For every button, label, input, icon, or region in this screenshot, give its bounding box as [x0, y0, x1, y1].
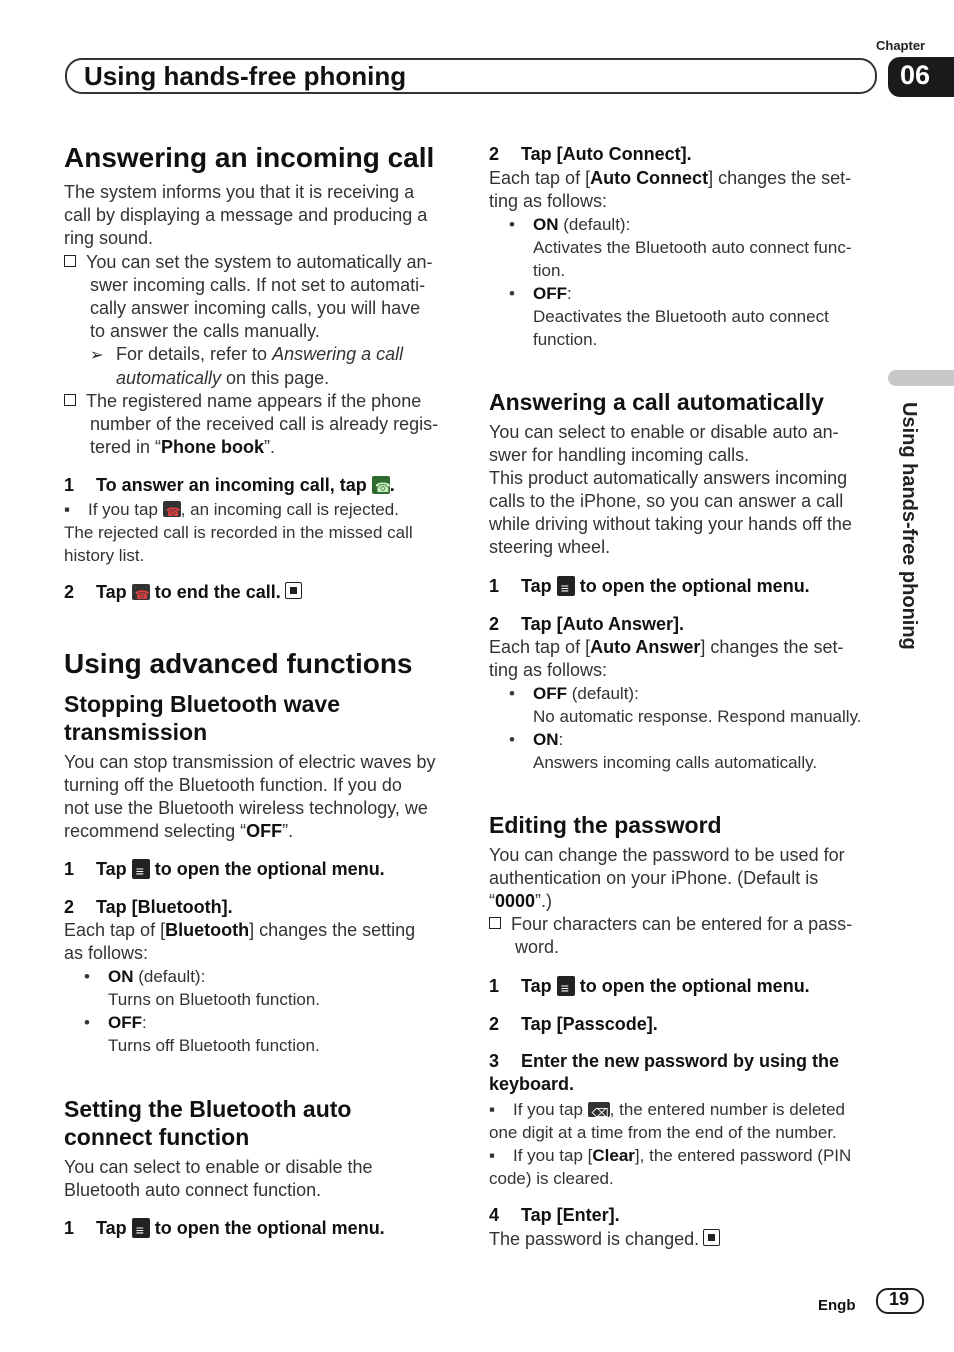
- auto-connect-options: Each tap of [Auto Connect] changes the set- ting as follows: • ON (default): Activates the Bluetooth auto connect func- tion. • OFF: Deactivates the Bluetooth auto connect function.: [489, 168, 852, 349]
- phone-answer-icon[interactable]: [372, 476, 390, 494]
- end-mark-icon: [703, 1229, 720, 1246]
- password-intro: You can change the password to be used for authentication on your iPhone. (Default is “0000”.) Four characters can be entered for a pass- word.: [489, 845, 853, 957]
- backspace-icon[interactable]: [588, 1102, 610, 1117]
- auto-answer-intro: You can select to enable or disable auto an- swer for handling incoming calls. This product automatically answers incoming calls to the iPhone, so you can answer a call while driving without taking your hands off the steering wheel.: [489, 422, 852, 557]
- page-number: 19: [888, 1289, 910, 1309]
- password-step-3-notes: ▪ If you tap ⌫ , the entered number is deleted one digit at a time from the end of the number. ▪ If you tap [Clear], the entered password (PIN code) is cleared.: [489, 1098, 884, 1190]
- auto-answer-step-2: 2 Tap [Auto Answer].: [489, 614, 684, 634]
- side-tab-marker: [888, 370, 954, 386]
- auto-connect-step-1: 1 Tap ≡ to open the optional menu.: [64, 1217, 385, 1240]
- chapter-number: 06: [900, 60, 931, 90]
- auto-answer-heading: Answering a call automatically: [489, 389, 824, 415]
- menu-icon[interactable]: [132, 859, 150, 879]
- ref-link[interactable]: Answering a call: [272, 344, 404, 364]
- language-label: Engb: [818, 1297, 856, 1314]
- bluetooth-step-1: 1 Tap ≡ to open the optional menu.: [64, 858, 385, 881]
- ref-link-cont[interactable]: automatically: [116, 368, 222, 388]
- auto-answer-step-1: 1 Tap ≡ to open the optional menu.: [489, 575, 810, 598]
- password-final: The password is changed.: [489, 1228, 720, 1251]
- stop-bluetooth-intro: You can stop transmission of electric waves by turning off the Bluetooth function. If you do not use the Bluetooth wireless technology, we recommend selecting “OFF”.: [64, 752, 436, 841]
- stop-bluetooth-heading: Stopping Bluetooth wave transmission: [64, 691, 340, 745]
- menu-icon[interactable]: [557, 976, 575, 996]
- answering-intro: The system informs you that it is receiving a call by displaying a message and producing a ring sound.: [64, 182, 428, 248]
- checkbox-bullet-icon: [64, 394, 76, 406]
- auto-connect-intro: You can select to enable or disable the Bluetooth auto connect function.: [64, 1157, 373, 1200]
- password-heading: Editing the password: [489, 812, 722, 838]
- checkbox-bullet-icon: [64, 255, 76, 267]
- auto-answer-options: Each tap of [Auto Answer] changes the set- ting as follows: • OFF (default): No automatic response. Respond manually. • ON: Answers incoming calls automatically.: [489, 637, 862, 772]
- side-tab-label: Using hands-free phoning: [898, 402, 920, 650]
- password-step-4: 4 Tap [Enter].: [489, 1205, 620, 1225]
- bluetooth-step-2: 2 Tap [Bluetooth].: [64, 897, 233, 917]
- section-title: Using hands-free phoning: [84, 61, 407, 91]
- advanced-heading: Using advanced functions: [64, 648, 413, 679]
- menu-icon[interactable]: [557, 576, 575, 596]
- password-step-1: 1 Tap ≡ to open the optional menu.: [489, 975, 810, 998]
- password-step-2: 2 Tap [Passcode].: [489, 1014, 658, 1034]
- answer-step-2: 2 Tap ☎ to end the call.: [64, 581, 302, 604]
- answering-heading: Answering an incoming call: [64, 142, 435, 173]
- auto-connect-step-2: 2 Tap [Auto Connect].: [489, 144, 692, 164]
- menu-icon[interactable]: [132, 1218, 150, 1238]
- chapter-label: Chapter: [876, 38, 926, 53]
- bluetooth-options: Each tap of [Bluetooth] changes the setting as follows: • ON (default): Turns on Bluetooth function. • OFF: Turns off Bluetooth function.: [64, 920, 416, 1055]
- answer-step-1: 1 To answer an incoming call, tap ☎ .: [64, 474, 395, 497]
- phone-reject-icon[interactable]: [163, 501, 181, 517]
- checkbox-bullet-icon: [489, 917, 501, 929]
- answering-note-1: You can set the system to automatically an- swer incoming calls. If not set to automati- cally answer incoming calls, you will have to answer the calls manually. ➢ For details, refer to Answering a call automatically on this page. The registered name appears if the phone number of the received call is already regis- tered in “Phone book”.: [64, 251, 464, 459]
- auto-connect-heading: Setting the Bluetooth auto connect function: [64, 1096, 352, 1150]
- password-step-3: 3 Enter the new password by using the keyboard.: [489, 1051, 840, 1094]
- arrow-right-icon: ➢: [90, 347, 104, 364]
- end-mark-icon: [285, 582, 302, 599]
- phone-end-icon[interactable]: [132, 584, 150, 600]
- answer-step-1-notes: ▪ If you tap ☎ , an incoming call is rejected. The rejected call is recorded in the missed call history list.: [64, 498, 464, 567]
